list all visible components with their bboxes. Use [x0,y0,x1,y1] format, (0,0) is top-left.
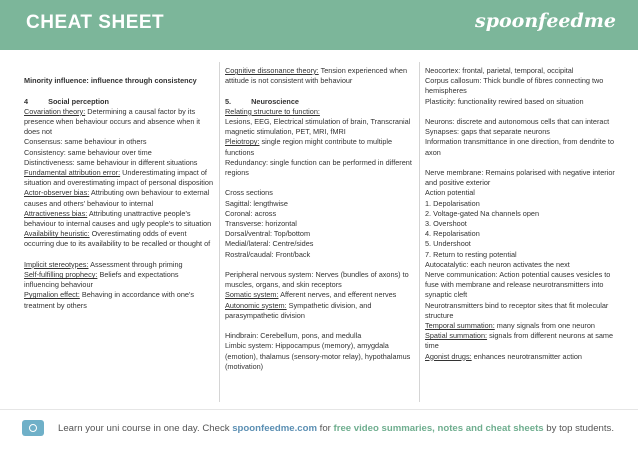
list-item: Neurotransmitters bind to receptor sites that fit molecular structure [425,300,609,320]
list-item-text: Attributing own behaviour to external causes and others' behaviour to internal [24,188,210,208]
list-item: 2. Voltage-gated Na channels open [425,208,539,218]
brand-logo[interactable]: spoonfeedme [475,10,616,32]
col2-intro [225,66,415,86]
list-item-text: Determining a causal factor by its presence when behaviour occurs and absence when it does not [24,106,201,137]
list-item [225,158,415,178]
col1-items2 [24,260,214,311]
list-item: Plasticity: functionality rewired based on situation [425,96,584,106]
list-item-text: Consensus: same behaviour in others [24,137,147,147]
list-item-text: Sympathetic division, and parasympathetic division [225,300,372,320]
col3-block1 [425,66,621,107]
list-item: 5. Undershoot [425,239,471,249]
list-item-text: signals from different neurons at same time [425,331,614,351]
list-item-text: Distinctiveness: same behaviour in different situations [24,157,198,167]
list-item-text: Behaving in accordance with one's treatment by others [24,290,195,310]
list-item-text: Beliefs and expectations influencing behaviour [24,270,179,290]
footer [0,412,638,452]
column-divider-1 [219,62,220,402]
column-divider-2 [419,62,420,402]
list-item: Sagittal: lengthwise [225,198,288,208]
list-item [425,321,621,331]
list-item: Hindbrain: Cerebellum, pons, and medulla [225,331,362,341]
list-item-term: Implicit stereotypes: [24,259,89,269]
list-item: Rostral/caudal: Front/back [225,249,311,259]
list-item-text: single region might contribute to multiple functions [225,137,393,157]
list-item-term: Cognitive dissonance theory: [225,66,319,75]
column-3 [425,66,621,362]
list-item: Transverse: horizontal [225,219,297,229]
footer-site-link[interactable]: spoonfeedme.com [232,423,317,434]
list-item [24,148,214,158]
list-item-text: Peripheral nervous system: Nerves (bundles of axons) to muscles, organs, and skin receptors [225,270,409,290]
section-heading-5: 5. Neuroscience [225,96,299,106]
list-item-text: Tension experienced when attitude is not consistent with behaviour [225,66,408,86]
list-item-term: Availability heuristic: [24,229,90,239]
list-item-term: Attractiveness bias: [24,208,88,218]
list-item [24,158,214,168]
header-bar [0,0,638,50]
list-item: Cross sections [225,188,273,198]
footer-text: Learn your uni course in one day. Check spoonfeedme.com for free video summaries, notes and cheat sheets by top students. [58,423,615,434]
list-item [24,229,214,249]
list-item-term: Covariation theory: [24,106,86,116]
list-item [225,137,415,157]
col3-items [425,321,621,362]
col2-sections [225,188,415,259]
list-item [225,290,415,300]
section-heading-4: 4 Social perception [24,96,109,106]
list-item-text: Consistency: same behaviour over time [24,147,152,157]
list-item: Nerve membrane: Remains polarised with negative interior and positive exterior [425,168,615,188]
list-item [24,209,214,229]
list-item-term: Fundamental attribution error: [24,168,121,177]
list-item: 3. Overshoot [425,219,467,229]
list-item-term: Pygmalion effect: [24,290,80,300]
list-item-text: enhances neurotransmitter action [471,351,582,361]
list-item-term: Relating structure to function: [225,106,320,116]
list-item-text: many signals from one neuron [494,321,595,331]
video-icon [22,420,44,436]
list-item-term: Temporal summation: [425,321,495,331]
list-item: Autocatalytic: each neuron activates the next [425,259,570,269]
col3-block3 [425,168,621,321]
list-item-text: Lesions, EEG, Electrical stimulation of brain, Transcranial magnetic stimulation, PET, MRI, fMRI [225,117,411,137]
list-item [225,117,415,137]
list-item [24,270,214,290]
list-item: 4. Repolarisation [425,229,480,239]
col1-items [24,107,214,250]
list-item: Corpus callosum: Thick bundle of fibres connecting two hemispheres [425,76,604,96]
col1-heading: Minority influence: influence through consistency [24,76,197,86]
list-item-text: Assessment through priming [88,259,183,269]
list-item: Information transmittance in one direction, from dendrite to axon [425,137,615,157]
list-item [225,270,415,290]
list-item: Nerve communication: Action potential causes vesicles to fuse with membrane and release neurotransmitters into synaptic cleft [425,270,611,300]
list-item-text: Afferent nerves, and efferent nerves [278,290,397,300]
list-item [24,137,214,147]
list-item [225,66,415,86]
list-item: Limbic system: Hippocampus (memory), amygdala (emotion), thalamus (sensory-motor relay), hypothalamus (motivation) [225,341,411,371]
list-item [425,352,621,362]
list-item [24,107,214,138]
list-item: Medial/lateral: Centre/sides [225,239,314,249]
list-item-text: Attributing unattractive people's behaviour to internal causes and ugly people's to situation [24,208,212,229]
list-item: Coronal: across [225,208,277,218]
column-1 [24,66,214,311]
list-item-term: Autonomic system: [225,300,287,310]
list-item: Neocortex: frontal, parietal, temporal, occipital [425,66,574,75]
footer-divider [0,409,638,410]
list-item: Synapses: gaps that separate neurons [425,127,550,137]
list-item-term: Spatial summation: [425,331,488,341]
col2-items [225,107,415,178]
list-item-term: Actor-observer bias: [24,188,90,198]
list-item [225,107,415,117]
list-item-term: Self-fulfilling prophecy: [24,270,98,280]
footer-highlight: free video summaries, notes and cheat sheets [333,423,544,434]
list-item-text: Underestimating impact of situation and overestimating impact of personal disposition [24,168,214,188]
list-item: Action potential [425,188,475,198]
list-item-term: Agonist drugs: [425,351,472,361]
list-item-term: Somatic system: [225,290,279,300]
page-title: CHEAT SHEET [26,12,165,33]
list-item-text: Overestimating odds of event occurring due to its availability to be recalled or thought of [24,229,211,249]
col2-items2 [225,270,415,321]
col2-items3 [225,331,415,372]
list-item [24,290,214,310]
list-item-term: Pleiotropy: [225,137,260,147]
list-item: Neurons: discrete and autonomous cells that can interact [425,117,610,126]
list-item [425,331,621,351]
list-item: 7. Return to resting potential [425,249,517,259]
list-item: Dorsal/ventral: Top/bottom [225,229,311,239]
column-2 [225,66,415,372]
list-item: 1. Depolarisation [425,198,480,208]
list-item [24,168,214,188]
list-item [24,188,214,208]
list-item-text: Redundancy: single function can be performed in different regions [225,157,412,178]
list-item [225,301,415,321]
col3-block2 [425,117,621,158]
list-item [24,260,214,270]
